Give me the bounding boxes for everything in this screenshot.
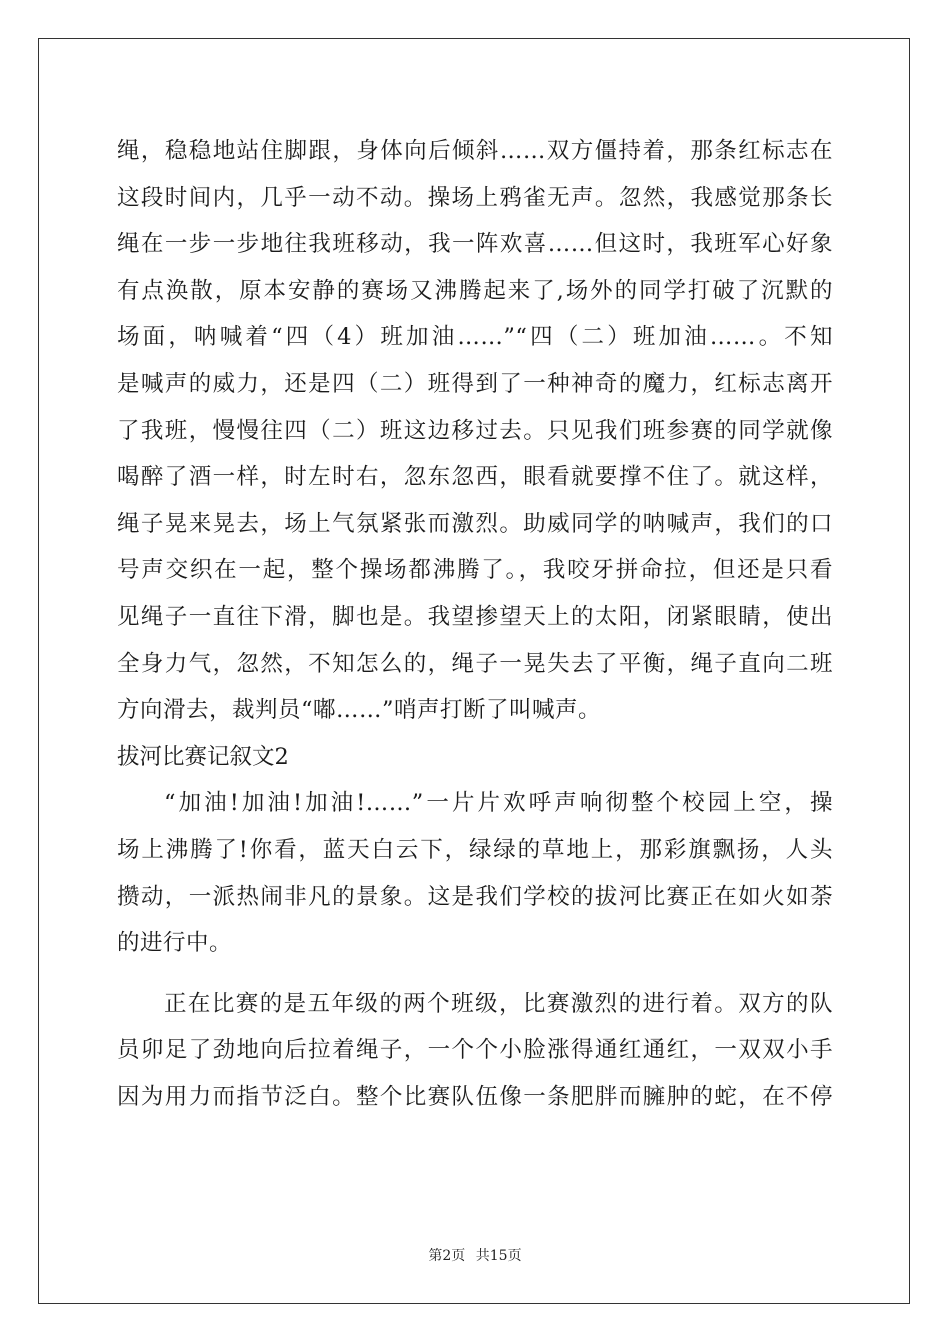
- text-line: “加油!加油!加油!……”一片片欢呼声响彻整个校园上空，操: [164, 790, 833, 817]
- section-heading: 拔河比赛记叙文2: [117, 743, 289, 770]
- text-line: 攒动，一派热闹非凡的景象。这是我们学校的拔河比赛正在如火如荼: [117, 883, 833, 910]
- text-line: 这段时间内，几乎一动不动。操场上鸦雀无声。忽然，我感觉那条长: [117, 184, 833, 211]
- text-line: 喝醉了酒一样，时左时右，忽东忽西，眼看就要撑不住了。就这样，: [117, 464, 833, 491]
- text-line: 方向滑去，裁判员“嘟……”哨声打断了叫喊声。: [117, 697, 602, 724]
- text-line: 绳子晃来晃去，场上气氛紧张而激烈。助威同学的呐喊声，我们的口: [117, 510, 833, 537]
- text-line: 正在比赛的是五年级的两个班级，比赛激烈的进行着。双方的队: [164, 990, 833, 1017]
- text-line: 见绳子一直往下滑，脚也是。我望掺望天上的太阳，闭紧眼睛，使出: [117, 603, 833, 630]
- text-line: 号声交织在一起，整个操场都沸腾了。，我咬牙拼命拉，但还是只看: [117, 557, 833, 584]
- text-line: 的进行中。: [117, 930, 233, 957]
- paragraph-1: [117, 128, 833, 734]
- paragraph-spacer: [117, 967, 833, 981]
- paragraph-3: [117, 981, 833, 1121]
- text-line: 绳在一步一步地往我班移动，我一阵欢喜……但这时，我班军心好象: [117, 231, 833, 258]
- paragraph-2: [117, 780, 833, 966]
- page-number: 第2页: [428, 1248, 466, 1264]
- text-line: 因为用力而指节泛白。整个比赛队伍像一条肥胖而臃肿的蛇，在不停: [117, 1083, 833, 1110]
- text-line: 绳，稳稳地站住脚跟，身体向后倾斜……双方僵持着，那条红标志在: [117, 138, 833, 164]
- document-body: [117, 128, 833, 1120]
- text-line: 员卯足了劲地向后拉着绳子，一个个小脸涨得通红通红，一双双小手: [117, 1037, 833, 1064]
- text-line: 了我班，慢慢往四（二）班这边移过去。只见我们班参赛的同学就像: [117, 417, 833, 444]
- text-line: 有点涣散，原本安静的赛场又沸腾起来了,场外的同学打破了沉默的: [117, 277, 833, 304]
- page-total: 共15页: [475, 1248, 522, 1264]
- text-line: 场上沸腾了!你看，蓝天白云下，绿绿的草地上，那彩旗飘扬，人头: [117, 836, 833, 863]
- page-footer: [0, 1245, 950, 1265]
- text-line: 是喊声的威力，还是四（二）班得到了一种神奇的魔力，红标志离开: [117, 370, 833, 397]
- text-line: 场面，呐喊着“四（4）班加油……”“四（二）班加油……。不知: [117, 324, 833, 351]
- text-line: 全身力气，忽然，不知怎么的，绳子一晃失去了平衡，绳子直向二班: [117, 650, 833, 677]
